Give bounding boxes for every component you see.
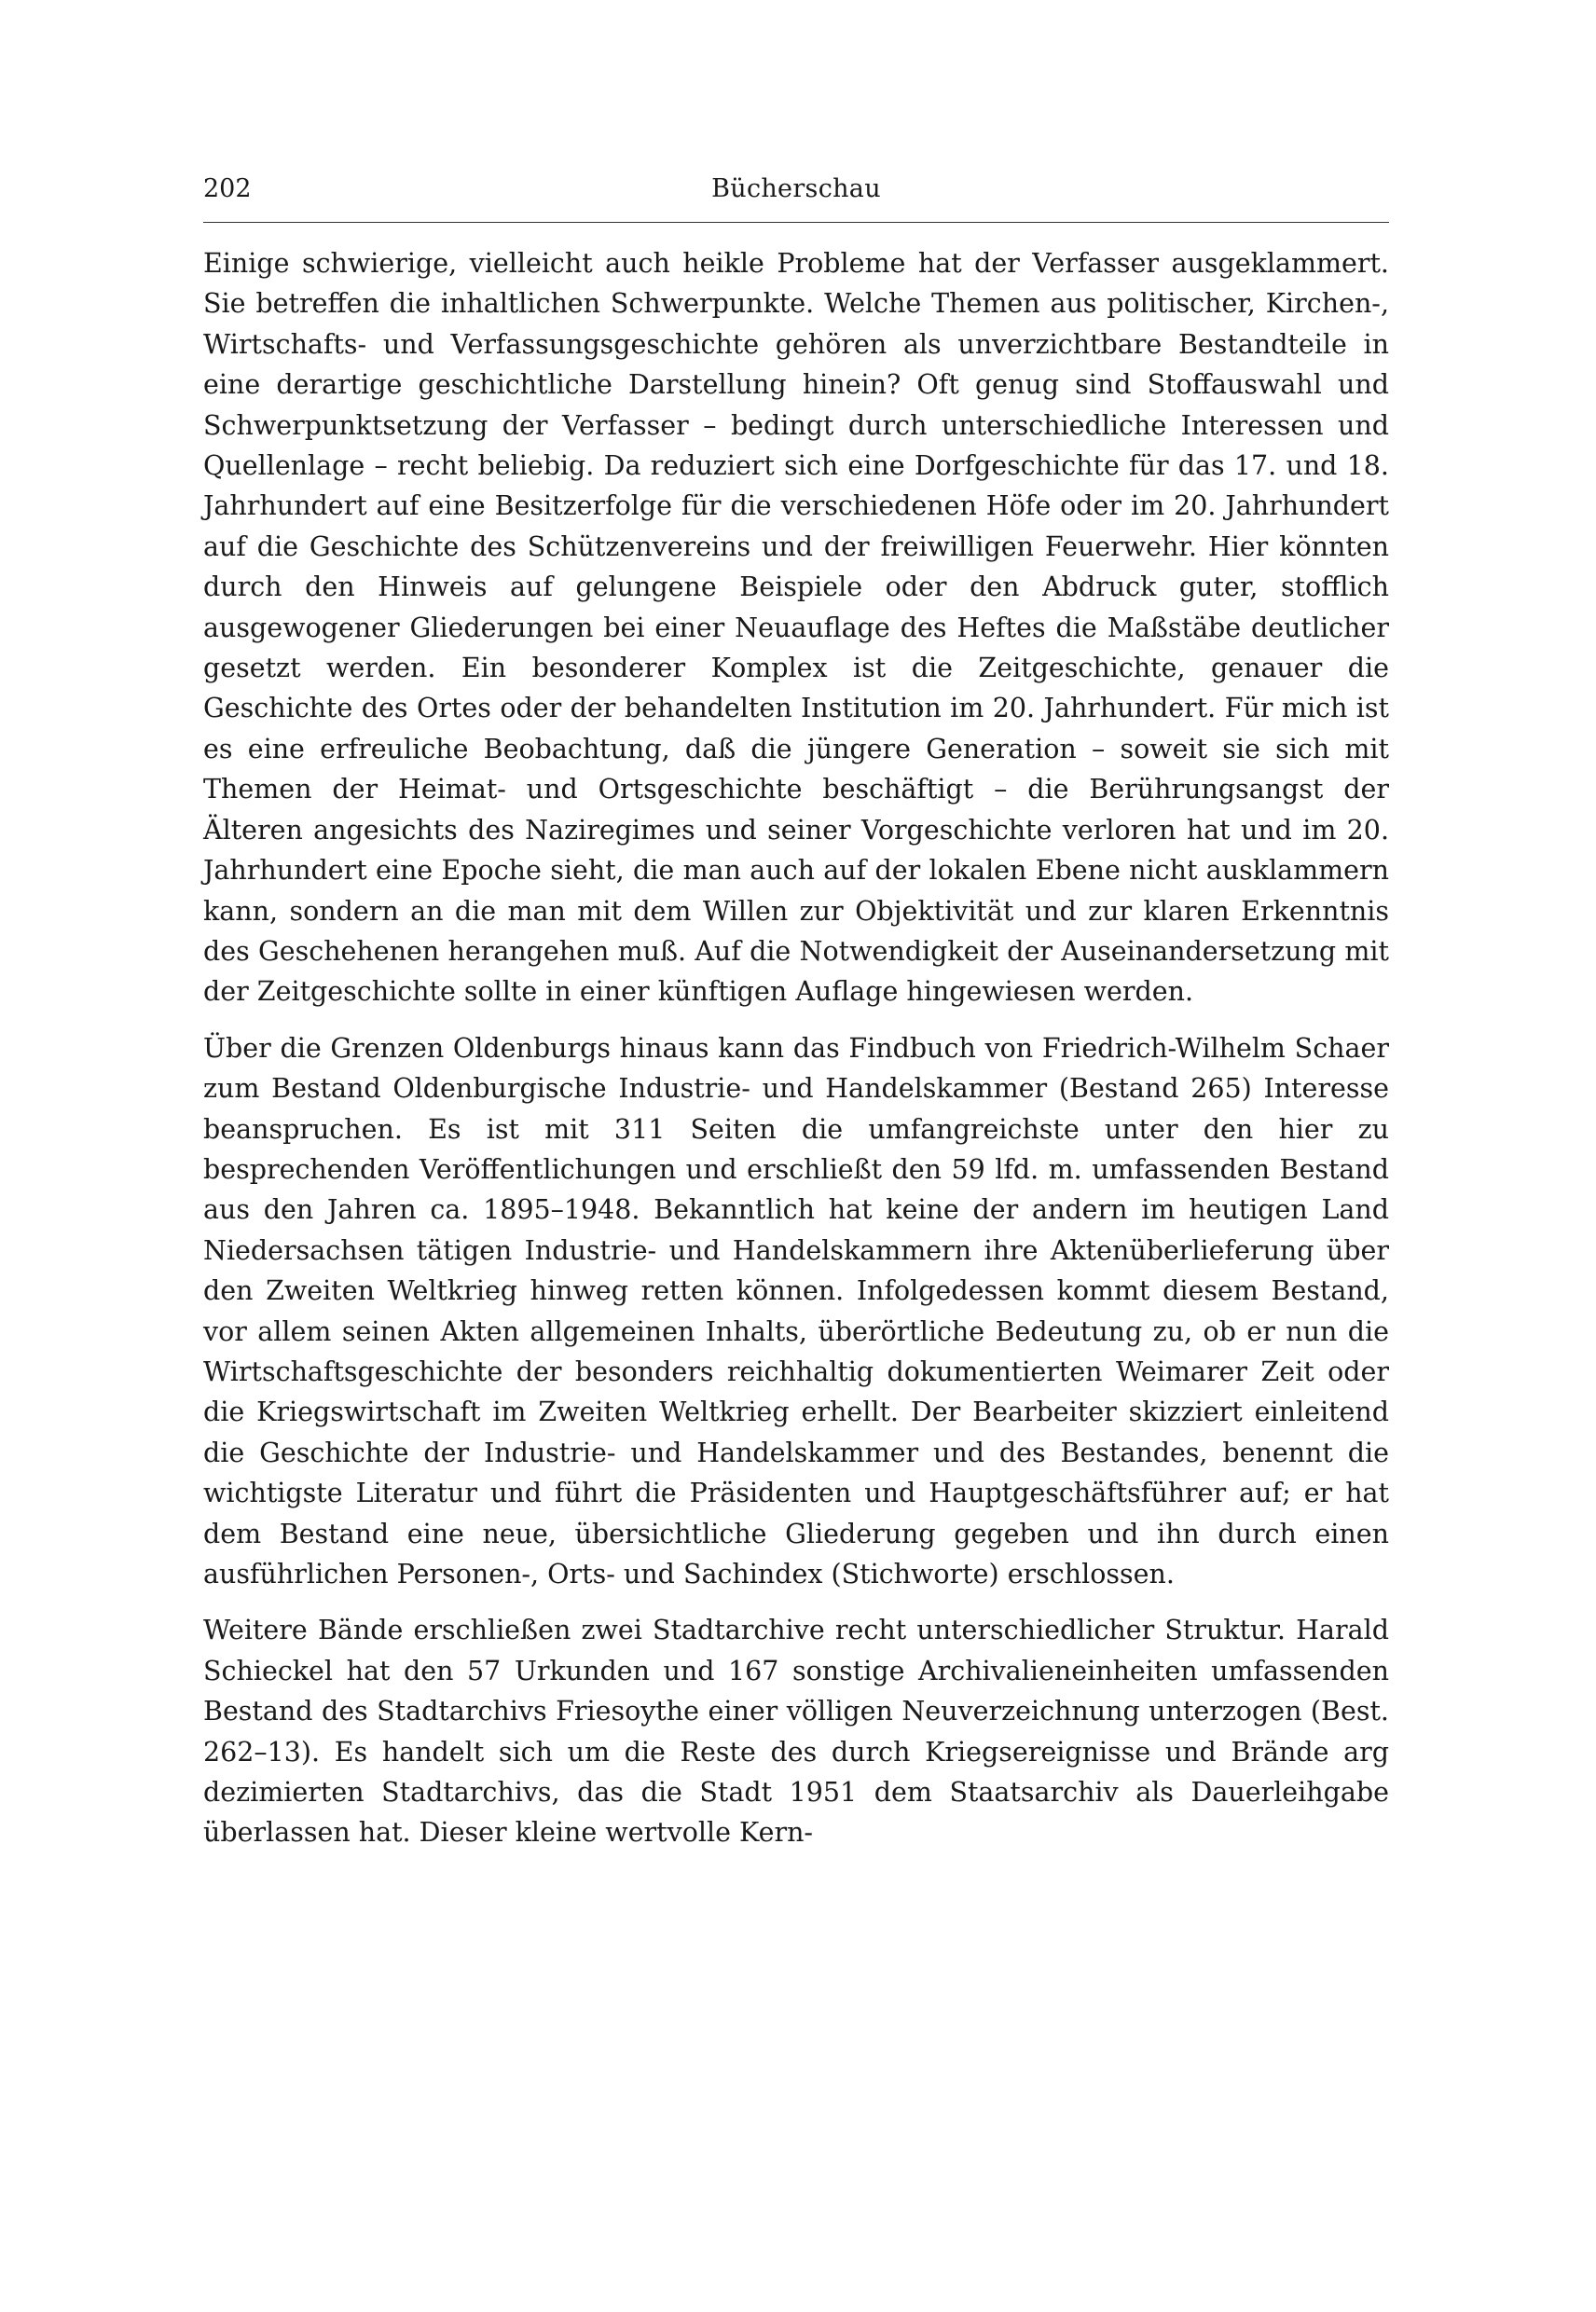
page-number: 202 [203,174,252,203]
paragraph-city-archives: Weitere Bände erschließen zwei Stadtarchive recht unterschiedlicher Struktur. Harald Schieckel hat den 57 Urkunden und 167 sonstige Archivalieneinheiten umfassenden Bestand des Stadtarchivs Friesoythe einer völligen Neuverzeichnung unterzogen (Best. 262–13). Es handelt sich um die Reste des durch Kriegsereignisse und Brände arg dezimierten Stadtarchivs, das die Stadt 1951 dem Staatsarchiv als Dauerleihgabe überlassen hat. Dieser kleine wertvolle Kern- [203,1615,1389,1849]
running-head [203,166,1389,213]
paragraph-chamber-of-commerce-finding-aid: Über die Grenzen Oldenburgs hinaus kann das Findbuch von Friedrich-Wilhelm Schaer zum Bestand Oldenburgische Industrie- und Handelskammer (Bestand 265) Interesse beanspruchen. Es ist mit 311 Seiten die umfangreichste unter den hier zu besprechenden Veröffentlichungen und erschließt den 59 lfd. m. umfassenden Bestand aus den Jahren ca. 1895–1948. Bekanntlich hat keine der andern im heutigen Land Niedersachsen tätigen Industrie- und Handelskammern ihre Aktenüberlieferung über den Zweiten Weltkrieg hinweg retten können. Infolgedessen kommt diesem Bestand, vor allem seinen Akten allgemeinen Inhalts, überörtliche Bedeutung zu, ob er nun die Wirtschaftsgeschichte der besonders reichhaltig dokumentierten Weimarer Zeit oder die Kriegswirtschaft im Zweiten Weltkrieg erhellt. Der Bearbeiter skizziert einleitend die Geschichte der Industrie- und Handelskammer und des Bestandes, benennt die wichtigste Literatur und führt die Präsidenten und Hauptgeschäftsführer auf; er hat dem Bestand eine neue, übersichtliche Gliederung gegeben und ihn durch einen ausführlichen Personen-, Orts- und Sachindex (Stichworte) erschlossen. [203,1032,1389,1590]
book-page [203,166,1389,1869]
running-title: Bücherschau [711,174,881,203]
paragraph-local-history-critique: Einige schwierige, vielleicht auch heikle Probleme hat der Verfasser ausgeklammert. Sie betreffen die inhaltlichen Schwerpunkte. Welche Themen aus politischer, Kirchen-, Wirtschafts- und Verfassungsgeschichte gehören als unverzichtbare Bestandteile in eine derartige geschichtliche Darstellung hinein? Oft genug sind Stoffauswahl und Schwerpunktsetzung der Verfasser – bedingt durch unterschiedliche Interessen und Quellenlage – recht beliebig. Da reduziert sich eine Dorfgeschichte für das 17. und 18. Jahrhundert auf eine Besitzerfolge für die verschiedenen Höfe oder im 20. Jahrhundert auf die Geschichte des Schützenvereins und der freiwilligen Feuerwehr. Hier könnten durch den Hinweis auf gelungene Beispiele oder den Abdruck guter, stofflich ausgewogener Gliederungen bei einer Neuauflage des Heftes die Maßstäbe deutlicher gesetzt werden. Ein besonderer Komplex ist die Zeitgeschichte, genauer die Geschichte des Ortes oder der behandelten Institution im 20. Jahrhundert. Für mich ist es eine erfreuliche Beobachtung, daß die jüngere Generation – soweit sie sich mit Themen der Heimat- und Ortsgeschichte beschäftigt – die Berührungsangst der Älteren angesichts des Naziregimes und seiner Vorgeschichte verloren hat und im 20. Jahrhundert eine Epoche sieht, die man auch auf der lokalen Ebene nicht ausklammern kann, sondern an die man mit dem Willen zur Objektivität und zur klaren Erkenntnis des Geschehenen herangehen muß. Auf die Notwendigkeit der Auseinandersetzung mit der Zeitgeschichte sollte in einer künftigen Auflage hingewiesen werden. [203,248,1389,1008]
body-text [203,243,1389,1853]
header-rule [203,222,1389,223]
